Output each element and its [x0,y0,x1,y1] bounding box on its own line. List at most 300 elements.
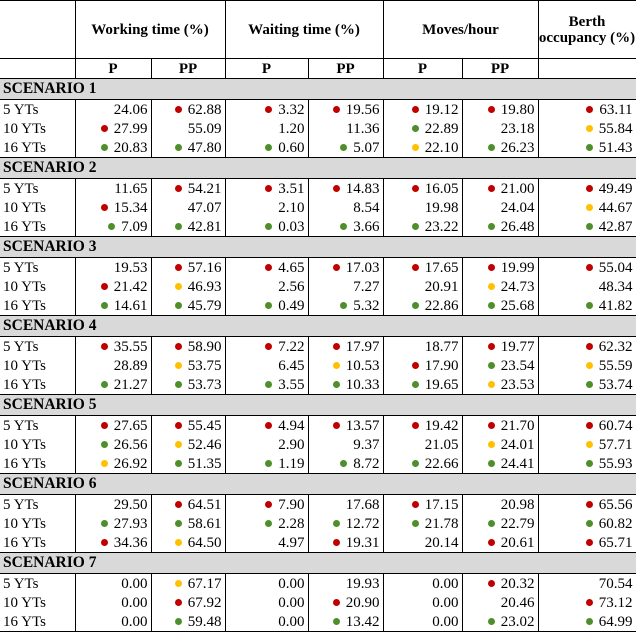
value-cell [225,593,308,612]
cell-value: 0.00 [432,575,459,592]
yellow-dot-icon [175,580,182,587]
cell-value: 11.36 [346,120,380,137]
cell-value: 19.80 [500,101,535,118]
green-dot-icon [488,144,495,151]
value-cell [308,593,383,612]
green-dot-icon [488,302,495,309]
red-dot-icon [175,501,182,508]
cell-value: 7.09 [121,218,148,235]
value-cell [151,198,225,217]
cell-value: 27.99 [113,120,148,137]
scenario-title: SCENARIO 5 [0,395,636,416]
subheader-pp: PP [151,59,225,79]
value-cell [225,416,308,436]
cell-value: 8.72 [353,455,380,472]
table-row [0,337,636,357]
yellow-dot-icon [488,441,495,448]
cell-value: 35.55 [113,338,148,355]
value-cell [308,100,383,120]
corner-cell-sub [0,59,75,79]
cell-value: 26.23 [500,139,535,156]
value-cell [75,337,151,357]
red-dot-icon [265,422,272,429]
cell-value: 22.86 [424,297,459,314]
red-dot-icon [333,185,340,192]
yellow-dot-icon [175,539,182,546]
value-cell [225,533,308,553]
red-dot-icon [265,501,272,508]
row-label: 5 YTs [3,101,39,118]
table-row [0,416,636,436]
green-dot-icon [265,460,272,467]
red-dot-icon [488,185,495,192]
table-row [0,356,636,375]
cell-value: 20.90 [345,594,380,611]
value-cell [383,277,462,296]
red-dot-icon [175,185,182,192]
red-dot-icon [586,106,593,113]
cell-value: 19.65 [424,376,459,393]
cell-value: 60.74 [598,417,633,434]
green-dot-icon [586,520,593,527]
row-label: 5 YTs [3,496,39,513]
cell-value: 4.94 [278,417,305,434]
cell-value: 22.66 [424,455,459,472]
cell-value: 53.74 [598,376,633,393]
value-cell [462,593,538,612]
header-working-time: Working time (%) [75,1,225,59]
green-dot-icon [488,520,495,527]
cell-value: 24.04 [500,199,535,216]
cell-value: 0.00 [278,575,305,592]
red-dot-icon [265,185,272,192]
cell-value: 0.03 [278,218,305,235]
cell-value: 26.92 [113,455,148,472]
value-cell [75,138,151,158]
value-cell [225,258,308,278]
cell-value: 51.35 [187,455,222,472]
cell-value: 44.67 [598,199,633,216]
cell-value: 21.70 [500,417,535,434]
cell-value: 0.60 [278,139,305,156]
value-cell [75,514,151,533]
value-cell [462,277,538,296]
value-cell [75,119,151,138]
cell-value: 47.80 [187,139,222,156]
red-dot-icon [412,362,419,369]
value-cell [308,514,383,533]
value-cell [308,495,383,515]
green-dot-icon [175,302,182,309]
cell-value: 48.34 [598,278,633,295]
cell-value: 64.50 [187,534,222,551]
yellow-dot-icon [488,381,495,388]
value-cell [225,138,308,158]
subheader-berth-blank [538,59,636,79]
cell-value: 62.88 [187,101,222,118]
value-cell [383,119,462,138]
yellow-dot-icon [175,441,182,448]
cell-value: 12.72 [345,515,380,532]
header-berth-occupancy: Berth occupancy (%) [538,1,636,59]
value-cell [538,375,636,395]
cell-value: 34.36 [113,534,148,551]
green-dot-icon [333,381,340,388]
red-dot-icon [175,106,182,113]
green-dot-icon [108,223,115,230]
value-cell [225,356,308,375]
red-dot-icon [175,264,182,271]
red-dot-icon [586,185,593,192]
value-cell [383,454,462,474]
table-row [0,533,636,553]
value-cell [308,217,383,237]
green-dot-icon [101,302,108,309]
value-cell [308,179,383,199]
cell-value: 20.61 [500,534,535,551]
scenario-header-row [0,395,636,416]
scenario-title: SCENARIO 2 [0,158,636,179]
cell-value: 67.92 [187,594,222,611]
value-cell [308,574,383,594]
cell-value: 20.32 [500,575,535,592]
green-dot-icon [265,223,272,230]
table-row [0,119,636,138]
green-dot-icon [412,460,419,467]
value-cell [151,514,225,533]
row-label: 10 YTs [3,199,46,216]
corner-cell [0,1,75,59]
cell-value: 21.05 [424,436,459,453]
cell-value: 54.21 [187,180,222,197]
green-dot-icon [586,302,593,309]
table-row [0,375,636,395]
cell-value: 3.51 [278,180,305,197]
cell-value: 2.28 [278,515,305,532]
cell-value: 52.46 [187,436,222,453]
yellow-dot-icon [333,362,340,369]
cell-value: 20.46 [500,594,535,611]
cell-value: 70.54 [598,575,633,592]
red-dot-icon [333,422,340,429]
cell-value: 7.90 [278,496,305,513]
value-cell [308,435,383,454]
value-cell [151,296,225,316]
red-dot-icon [175,599,182,606]
cell-value: 3.32 [278,101,305,118]
cell-value: 13.57 [345,417,380,434]
cell-value: 16.05 [424,180,459,197]
value-cell [308,612,383,632]
value-cell [538,217,636,237]
cell-value: 0.49 [278,297,305,314]
value-cell [462,258,538,278]
value-cell [462,100,538,120]
cell-value: 53.73 [187,376,222,393]
green-dot-icon [333,520,340,527]
row-label: 16 YTs [3,534,46,551]
red-dot-icon [488,539,495,546]
red-dot-icon [586,501,593,508]
green-dot-icon [340,144,347,151]
value-cell [538,356,636,375]
green-dot-icon [412,223,419,230]
value-cell [151,337,225,357]
value-cell [462,179,538,199]
row-label: 5 YTs [3,259,39,276]
value-cell [75,277,151,296]
cell-value: 26.48 [500,218,535,235]
subheader-p: P [75,59,151,79]
cell-value: 19.31 [345,534,380,551]
cell-value: 24.41 [500,455,535,472]
value-cell [462,119,538,138]
value-cell [75,593,151,612]
value-cell [462,217,538,237]
red-dot-icon [586,264,593,271]
value-cell [308,375,383,395]
green-dot-icon [412,302,419,309]
cell-value: 23.54 [500,357,535,374]
red-dot-icon [488,264,495,271]
value-cell [383,495,462,515]
cell-value: 19.12 [424,101,459,118]
cell-value: 17.90 [424,357,459,374]
value-cell [75,533,151,553]
cell-value: 64.51 [187,496,222,513]
row-label: 5 YTs [3,180,39,197]
value-cell [151,179,225,199]
green-dot-icon [175,460,182,467]
value-cell [75,217,151,237]
scenario-header-row [0,237,636,258]
red-dot-icon [412,501,419,508]
value-cell [538,416,636,436]
value-cell [538,296,636,316]
cell-value: 0.00 [121,613,148,630]
cell-value: 17.65 [424,259,459,276]
value-cell [308,258,383,278]
cell-value: 4.97 [278,534,305,551]
value-cell [462,533,538,553]
value-cell [225,337,308,357]
value-cell [151,258,225,278]
value-cell [75,296,151,316]
table-row [0,514,636,533]
cell-value: 7.22 [278,338,305,355]
cell-value: 55.93 [598,455,633,472]
table-row [0,612,636,632]
cell-value: 53.75 [187,357,222,374]
table-row [0,495,636,515]
green-dot-icon [175,520,182,527]
cell-value: 26.56 [113,436,148,453]
cell-value: 58.90 [187,338,222,355]
cell-value: 5.32 [353,297,380,314]
cell-value: 55.45 [187,417,222,434]
value-cell [225,198,308,217]
cell-value: 20.83 [113,139,148,156]
value-cell [462,495,538,515]
value-cell [383,138,462,158]
cell-value: 2.56 [278,278,305,295]
yellow-dot-icon [175,362,182,369]
row-label: 16 YTs [3,218,46,235]
value-cell [225,119,308,138]
yellow-dot-icon [101,460,108,467]
green-dot-icon [101,144,108,151]
green-dot-icon [265,381,272,388]
value-cell [383,217,462,237]
cell-value: 47.07 [187,199,222,216]
cell-value: 24.01 [500,436,535,453]
scenario-title: SCENARIO 3 [0,237,636,258]
cell-value: 20.91 [424,278,459,295]
table-row [0,454,636,474]
value-cell [225,277,308,296]
value-cell [462,454,538,474]
red-dot-icon [586,343,593,350]
value-cell [75,612,151,632]
table-row [0,296,636,316]
value-cell [151,574,225,594]
value-cell [462,514,538,533]
red-dot-icon [101,204,108,211]
cell-value: 2.10 [278,199,305,216]
cell-value: 45.79 [187,297,222,314]
cell-value: 19.77 [500,338,535,355]
cell-value: 18.77 [424,338,459,355]
cell-value: 55.09 [187,120,222,137]
value-cell [75,495,151,515]
value-cell [151,454,225,474]
value-cell [538,337,636,357]
red-dot-icon [333,539,340,546]
cell-value: 21.27 [113,376,148,393]
red-dot-icon [586,599,593,606]
cell-value: 0.00 [432,613,459,630]
row-label: 16 YTs [3,139,46,156]
cell-value: 0.00 [432,594,459,611]
value-cell [308,296,383,316]
value-cell [383,533,462,553]
row-label: 16 YTs [3,376,46,393]
cell-value: 21.78 [424,515,459,532]
value-cell [383,296,462,316]
cell-value: 51.43 [598,139,633,156]
red-dot-icon [488,343,495,350]
green-dot-icon [265,144,272,151]
red-dot-icon [586,539,593,546]
table-row [0,574,636,594]
cell-value: 17.15 [424,496,459,513]
row-label: 10 YTs [3,594,46,611]
cell-value: 0.00 [121,575,148,592]
cell-value: 10.53 [345,357,380,374]
value-cell [538,277,636,296]
cell-value: 41.82 [598,297,633,314]
value-cell [462,612,538,632]
scenario-title: SCENARIO 6 [0,474,636,495]
row-label: 16 YTs [3,297,46,314]
cell-value: 20.14 [424,534,459,551]
cell-value: 27.93 [113,515,148,532]
cell-value: 14.61 [113,297,148,314]
red-dot-icon [265,106,272,113]
value-cell [75,375,151,395]
cell-value: 11.65 [114,180,148,197]
row-label: 5 YTs [3,575,39,592]
value-cell [308,119,383,138]
table-row [0,179,636,199]
red-dot-icon [586,422,593,429]
green-dot-icon [412,125,419,132]
cell-value: 20.98 [500,496,535,513]
red-dot-icon [333,264,340,271]
value-cell [151,138,225,158]
value-cell [308,277,383,296]
yellow-dot-icon [175,283,182,290]
value-cell [538,100,636,120]
cell-value: 55.84 [598,120,633,137]
cell-value: 3.66 [353,218,380,235]
green-dot-icon [340,460,347,467]
red-dot-icon [333,343,340,350]
red-dot-icon [101,343,108,350]
cell-value: 22.79 [500,515,535,532]
row-label: 10 YTs [3,120,46,137]
value-cell [538,138,636,158]
value-cell [383,416,462,436]
value-cell [151,495,225,515]
value-cell [383,356,462,375]
value-cell [538,258,636,278]
table-row [0,435,636,454]
value-cell [225,100,308,120]
value-cell [538,612,636,632]
cell-value: 23.53 [500,376,535,393]
green-dot-icon [586,223,593,230]
value-cell [383,593,462,612]
cell-value: 49.49 [598,180,633,197]
value-cell [308,356,383,375]
cell-value: 1.20 [278,120,305,137]
green-dot-icon [488,223,495,230]
value-cell [538,454,636,474]
value-cell [462,574,538,594]
value-cell [383,375,462,395]
value-cell [308,138,383,158]
cell-value: 17.68 [345,496,380,513]
value-cell [151,593,225,612]
cell-value: 0.00 [121,594,148,611]
red-dot-icon [412,264,419,271]
row-label: 10 YTs [3,436,46,453]
value-cell [75,198,151,217]
value-cell [538,495,636,515]
cell-value: 3.55 [278,376,305,393]
row-label: 10 YTs [3,278,46,295]
cell-value: 22.10 [424,139,459,156]
cell-value: 2.90 [278,436,305,453]
green-dot-icon [265,302,272,309]
green-dot-icon [265,520,272,527]
cell-value: 25.68 [500,297,535,314]
value-cell [308,454,383,474]
value-cell [225,454,308,474]
green-dot-icon [175,381,182,388]
row-label: 5 YTs [3,338,39,355]
